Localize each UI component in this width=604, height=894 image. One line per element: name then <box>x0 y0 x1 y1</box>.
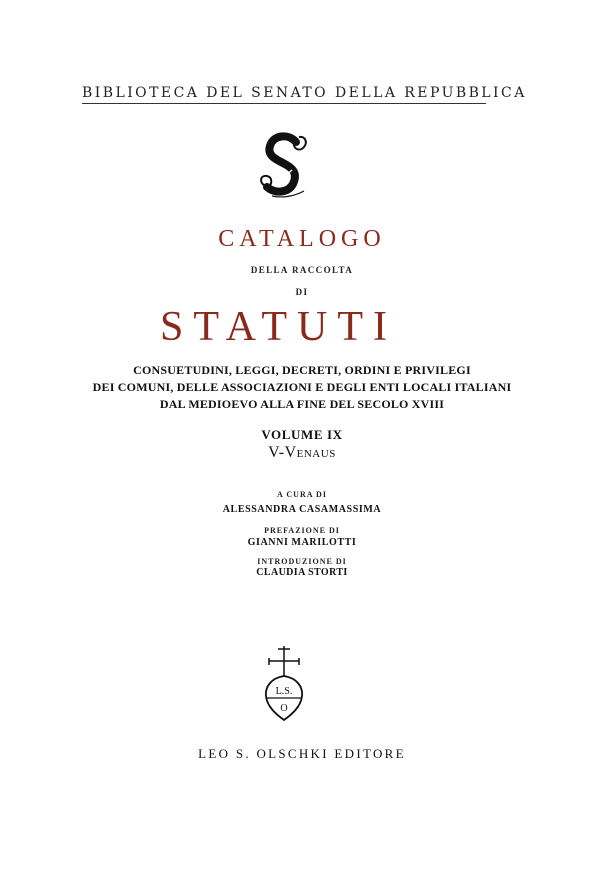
preface-label: PREFAZIONE DI <box>264 526 340 535</box>
publisher-mark-icon <box>262 645 306 721</box>
subtitle-line-2: DEI COMUNI, DELLE ASSOCIAZIONI E DEGLI ENTI LOCALI ITALIANI <box>92 380 512 394</box>
catalog-title: CATALOGO <box>218 226 386 252</box>
volume-number: VOLUME IX <box>261 427 343 442</box>
library-name: BIBLIOTECA DEL SENATO DELLA REPUBBLICA <box>82 85 527 101</box>
publisher-mark-bottom-letter: O <box>280 703 288 714</box>
volume-range: V-Venaus <box>268 444 336 461</box>
decorative-s-icon <box>250 128 320 200</box>
preposition-di: DI <box>295 287 309 297</box>
preface-author: GIANNI MARILOTTI <box>247 537 357 548</box>
subtitle-line-3: DAL MEDIOEVO ALLA FINE DEL SECOLO XVIII <box>159 397 445 411</box>
introduction-label: INTRODUZIONE DI <box>257 557 347 566</box>
curator-name: ALESSANDRA CASAMASSIMA <box>222 504 382 515</box>
publisher-name: LEO S. OLSCHKI EDITORE <box>198 746 406 761</box>
curator-label: A CURA DI <box>277 490 327 499</box>
header-divider <box>82 103 486 104</box>
statutes-title: STATUTI <box>160 304 397 350</box>
publisher-mark-letters: L.S. <box>275 686 293 697</box>
introduction-author: CLAUDIA STORTI <box>256 567 348 578</box>
collection-phrase: DELLA RACCOLTA <box>250 265 354 275</box>
subtitle-line-1: CONSUETUDINI, LEGGI, DECRETI, ORDINI E PRIVILEGI <box>133 363 471 377</box>
